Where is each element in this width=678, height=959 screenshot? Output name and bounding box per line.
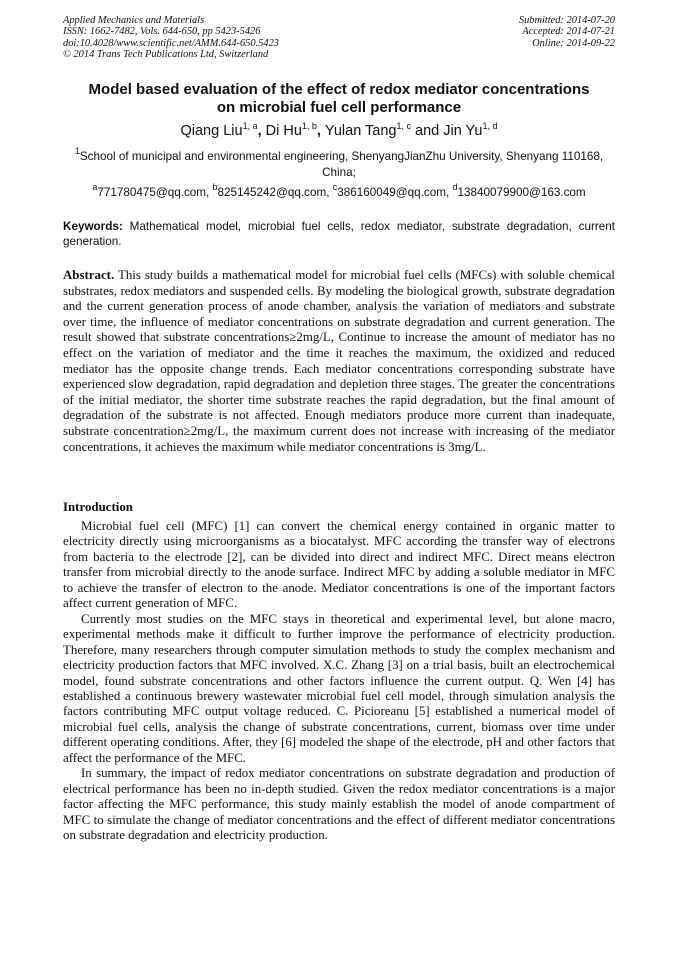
email-mark: b (212, 182, 218, 192)
introduction-paragraph: In summary, the impact of redox mediator concentrations on substrate degradation and production of electrical performance has been no in-depth studied. Given the redox mediator concentrations is a major factor affecting the MFC performance, this study mainly establish the model of anode compartment of MFC to simulate the change of mediator concentrations and the effect of different mediator concentrations on substrate degradation and electricity production. (63, 766, 615, 843)
author-affiliation-mark: 1, b (301, 121, 317, 131)
email-mark: d (452, 182, 458, 192)
author-affiliation-mark: 1, a (242, 121, 258, 131)
affiliation-text: School of municipal and environmental engineering, ShenyangJianZhu University, Shenyang 110168, China; (79, 150, 604, 179)
author-emails (63, 182, 615, 200)
journal-name: Applied Mechanics and Materials (63, 15, 205, 26)
abstract-label: Abstract. (63, 268, 115, 282)
journal-info (63, 15, 279, 61)
author-separator: and (411, 123, 444, 139)
author-name: Yulan Tang (324, 123, 397, 139)
author-name: Qiang Liu (180, 123, 243, 139)
affiliation (63, 146, 615, 180)
email-separator: , (445, 186, 453, 199)
email-address[interactable]: 13840079900@163.com (457, 186, 586, 199)
abstract (63, 268, 615, 455)
online-date: Online: 2014-09-22 (532, 37, 615, 49)
email-separator: , (206, 186, 213, 199)
email-address[interactable]: 771780475@qq.com (97, 186, 207, 199)
email-mark: c (332, 182, 338, 192)
journal-copyright: © 2014 Trans Tech Publications Ltd, Switzerland (63, 49, 269, 61)
abstract-text: This study builds a mathematical model for microbial fuel cells (MFCs) with soluble chemical substrates, redox mediators and suspended cells. By modeling the biological growth, substrate degradation and the current generation process of anode chamber, analysis the variation of mediators and substrate over time, the influence of mediator concentrations on substrate degradation and current generation. The result showed that substrate concentrations≥2mg/L, Continue to increase the amount of mediator has no effect on the variation of mediator and the time it reaches the maximum, the oxidized and reduced mediator has the opposite change trends. Each mediator concentrations corresponding substrate have experienced slow degradation, rapid degradation and depletion three stages. The greater the concentrations of the initial mediator, the shorter time substrate reaches the rapid degradation, but the final amount of degradation of the substrate is not affected. Enough mediators produce more current than inadequate, substrate concentration≥2mg/L, the maximum current does not increase with increasing of the mediator concentrations, it achieves the maximum while mediator concentrations is 3mg/L. (63, 268, 615, 454)
journal-header (63, 15, 615, 65)
journal-doi[interactable]: doi:10.4028/www.scientific.net/AMM.644-650.5423 (63, 37, 279, 49)
submitted-date: Submitted: 2014-07-20 (518, 15, 615, 26)
introduction-body (63, 519, 615, 844)
author-name: Di Hu (265, 123, 302, 139)
email-address[interactable]: 825145242@qq.com (217, 186, 327, 199)
author-separator: , (257, 123, 266, 139)
keywords (63, 219, 615, 250)
publication-dates (519, 15, 615, 49)
author-affiliation-mark: 1, d (482, 121, 498, 131)
author-list (63, 122, 615, 140)
accepted-date: Accepted: 2014-07-21 (522, 26, 615, 38)
email-address[interactable]: 386160049@qq.com (337, 186, 446, 199)
email-mark: a (92, 182, 98, 192)
paper-title-line-2: on microbial fuel cell performance (216, 99, 462, 116)
keywords-label: Keywords: (63, 220, 123, 233)
author-affiliation-mark: 1, c (396, 121, 411, 131)
introduction-paragraph: Currently most studies on the MFC stays in theoretical and experimental level, but alone macro, experimental methods make it difficult to further improve the performance of electricity production. Therefore, many researchers through computer simulation methods to study the complex mechanism and electricity production factors that MFC involved. X.C. Zhang [3] on a trial basis, built an electrochemical model, found substrate concentrations and other factors influence the current output. Q. Wen [4] has established a continuous brewery wastewater microbial fuel cell model, through simulation analysis the factors contributing MFC output voltage reduced. C. Picioreanu [5] established a numerical model of microbial fuel cells, analysis the change of substrate concentrations, current, biomass over time under different operating conditions. After, they [6] modeled the shape of the electrode, pH and other factors that affect the performance of the MFC. (63, 611, 615, 765)
email-separator: , (326, 186, 333, 199)
introduction-paragraph: Microbial fuel cell (MFC) [1] can convert the chemical energy contained in organic matter to electricity directly using microorganisms as a biocatalyst. MFC according the transfer way of electrons from bacteria to the electrode [2], can be divided into direct and indirect MFC. Direct means electron transfer from microbial directly to the anode surface. Indirect MFC by adding a soluble mediator in MFC to achieve the transfer of electron to the anode. Mediator concentrations is one of the important factors affect current generation of MFC. (63, 519, 615, 611)
author-separator: , (316, 123, 325, 139)
journal-issn: ISSN: 1662-7482, Vols. 644-650, pp 5423-5426 (63, 26, 261, 38)
affiliation-mark: 1 (74, 146, 80, 156)
paper-title-line-1: Model based evaluation of the effect of redox mediator concentrations (88, 81, 590, 98)
author-name: Jin Yu (443, 123, 483, 139)
paper-title (63, 81, 615, 117)
keywords-text: Mathematical model, microbial fuel cells, redox mediator, substrate degradation, current generation. (63, 220, 615, 249)
introduction-heading: Introduction (63, 500, 133, 514)
